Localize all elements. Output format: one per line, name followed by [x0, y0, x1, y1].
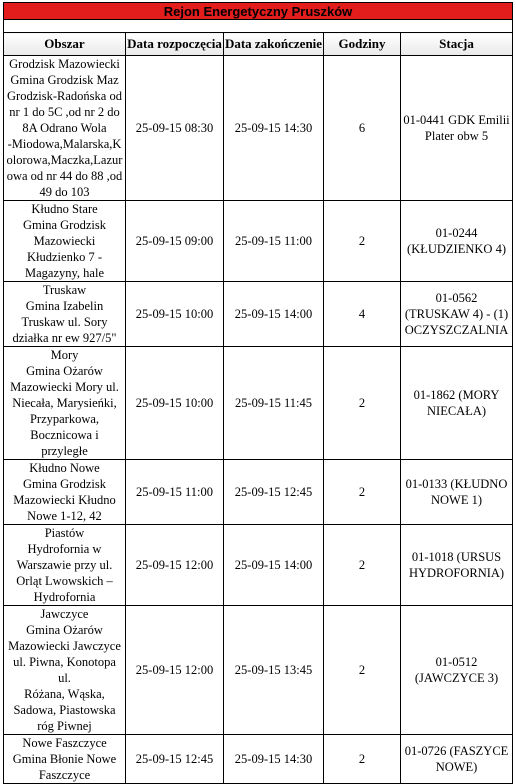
- cell-station: [401, 282, 513, 347]
- area-line: 8A Odrano Wola: [22, 121, 107, 135]
- area-line: działka nr ew 927/5": [12, 331, 117, 345]
- area-line: Orląt Lwowskich –: [16, 574, 113, 588]
- area-line: Mazowiecki: [33, 234, 96, 248]
- area-line: róg Piwnej: [37, 719, 92, 733]
- table-row: [4, 606, 513, 735]
- cell-end-date: 25-09-15 11:00: [224, 201, 324, 282]
- area-line: owa od nr 44 do 88 ,od: [6, 169, 123, 183]
- cell-area: [4, 525, 126, 606]
- cell-station: [401, 347, 513, 460]
- area-line: Hydrofornia w: [27, 542, 102, 556]
- station-line: NIECAŁA): [427, 404, 487, 418]
- area-line: Bocznicowa i przyległe: [30, 428, 99, 458]
- outage-table-container: [3, 2, 512, 784]
- area-line: Gmina Błonie Nowe: [12, 752, 117, 766]
- area-line: Kłudno Stare: [31, 202, 98, 216]
- table-row: [4, 201, 513, 282]
- station-line: HYDROFORNIA): [408, 566, 505, 580]
- cell-hours: 4: [324, 282, 401, 347]
- station-line: 01-0441 GDK Emilii: [403, 113, 510, 127]
- area-line: Gmina Izabelin: [25, 299, 104, 313]
- cell-hours: 2: [324, 347, 401, 460]
- header-hours: Godziny: [324, 33, 401, 56]
- cell-start-date: 25-09-15 10:00: [126, 282, 224, 347]
- cell-start-date: 25-09-15 10:00: [126, 347, 224, 460]
- area-line: Gmina Ożarów: [26, 623, 103, 637]
- cell-start-date: 25-09-15 11:00: [126, 460, 224, 525]
- cell-end-date: 25-09-15 14:30: [224, 735, 324, 784]
- cell-end-date: 25-09-15 12:45: [224, 460, 324, 525]
- cell-end-date: 25-09-15 14:30: [224, 56, 324, 201]
- table-row: [4, 735, 513, 784]
- area-line: Hydrofornia: [33, 590, 96, 604]
- area-line: nr 1 do 5C ,od nr 2 do: [9, 105, 120, 119]
- area-line: Piastów: [44, 526, 85, 540]
- area-line: -Miodowa,Malarska,K: [7, 137, 122, 151]
- station-line: NOWE): [435, 760, 478, 774]
- cell-start-date: 25-09-15 08:30: [126, 56, 224, 201]
- cell-station: [401, 201, 513, 282]
- station-line: 01-0133 (KŁUDNO: [405, 477, 508, 491]
- cell-end-date: 25-09-15 11:45: [224, 347, 324, 460]
- table-row: [4, 347, 513, 460]
- table-row: [4, 56, 513, 201]
- area-line: Nowe 1-12, 42: [27, 509, 102, 523]
- cell-station: [401, 735, 513, 784]
- table-title: Rejon Energetyczny Pruszków: [4, 3, 513, 20]
- cell-end-date: 25-09-15 14:00: [224, 525, 324, 606]
- area-line: Truskaw: [42, 283, 87, 297]
- area-line: Truskaw ul. Sory: [21, 315, 108, 329]
- header-end-date: Data zakończenie: [224, 33, 324, 56]
- cell-start-date: 25-09-15 12:45: [126, 735, 224, 784]
- cell-station: [401, 606, 513, 735]
- cell-area: [4, 347, 126, 460]
- area-line: Gmina Grodzisk: [23, 477, 106, 491]
- outage-table: [3, 2, 513, 784]
- header-start-date: Data rozpoczęcia: [126, 33, 224, 56]
- area-line: Jawczyce: [40, 607, 89, 621]
- station-line: (KŁUDZIENKO 4): [407, 242, 506, 256]
- area-line: Mazowiecki Jawczyce: [8, 639, 121, 653]
- cell-end-date: 25-09-15 13:45: [224, 606, 324, 735]
- station-line: NOWE 1): [431, 493, 483, 507]
- station-line: Plater obw 5: [424, 129, 489, 143]
- station-line: 01-0726 (FASZYCE: [404, 744, 509, 758]
- header-area: Obszar: [4, 33, 126, 56]
- area-line: Warszawie przy ul.: [16, 558, 113, 572]
- cell-hours: 2: [324, 525, 401, 606]
- header-row: [4, 33, 513, 56]
- table-row: [4, 525, 513, 606]
- area-line: Kłudno Nowe: [29, 461, 100, 475]
- area-line: Niecała, Marysieńki,: [12, 396, 117, 410]
- cell-area: [4, 460, 126, 525]
- area-line: Przyparkowa,: [29, 412, 100, 426]
- cell-station: [401, 56, 513, 201]
- station-line: 01-0562: [435, 291, 478, 305]
- area-line: Różana, Wąska,: [24, 687, 105, 701]
- area-line: Mory: [50, 348, 79, 362]
- area-line: Magazyny, hale: [24, 266, 105, 280]
- cell-area: [4, 735, 126, 784]
- station-line: 01-1018 (URSUS: [411, 550, 502, 564]
- area-line: Kłudzienko 7 -: [27, 250, 102, 264]
- area-line: Gmina Grodzisk Maz: [10, 73, 119, 87]
- cell-area: [4, 56, 126, 201]
- spacer-row: [4, 20, 513, 33]
- area-line: Grodzisk-Radońska od: [7, 89, 122, 103]
- header-station: Stacja: [401, 33, 513, 56]
- cell-hours: 2: [324, 735, 401, 784]
- station-line: 01-1862 (MORY: [413, 388, 500, 402]
- cell-area: [4, 606, 126, 735]
- cell-hours: 2: [324, 460, 401, 525]
- table-row: [4, 282, 513, 347]
- cell-start-date: 25-09-15 09:00: [126, 201, 224, 282]
- area-line: Faszczyce: [38, 768, 91, 782]
- station-line: 01-0512: [435, 655, 478, 669]
- area-line: Gmina Grodzisk: [23, 218, 106, 232]
- table-row: [4, 460, 513, 525]
- area-line: Nowe Faszczyce: [22, 736, 107, 750]
- area-line: ul. Piwna, Konotopa ul.: [13, 655, 116, 685]
- cell-station: [401, 525, 513, 606]
- area-line: Gmina Ożarów: [26, 364, 103, 378]
- area-line: Mazowiecki Kłudno: [13, 493, 116, 507]
- cell-hours: 2: [324, 606, 401, 735]
- area-line: olorowa,Maczka,Lazur: [6, 153, 123, 167]
- cell-hours: 6: [324, 56, 401, 201]
- cell-end-date: 25-09-15 14:00: [224, 282, 324, 347]
- area-line: 49 do 103: [39, 185, 90, 199]
- area-line: Grodzisk Mazowiecki: [9, 57, 120, 71]
- station-line: (TRUSKAW 4) - (1): [404, 307, 509, 321]
- cell-station: [401, 460, 513, 525]
- station-line: OCZYSZCZALNIA: [404, 323, 509, 337]
- cell-hours: 2: [324, 201, 401, 282]
- cell-area: [4, 282, 126, 347]
- cell-area: [4, 201, 126, 282]
- cell-start-date: 25-09-15 12:00: [126, 525, 224, 606]
- station-line: (JAWCZYCE 3): [414, 671, 499, 685]
- cell-start-date: 25-09-15 12:00: [126, 606, 224, 735]
- station-line: 01-0244: [435, 226, 478, 240]
- area-line: Sadowa, Piastowska: [13, 703, 116, 717]
- area-line: Mazowiecki Mory ul.: [10, 380, 119, 394]
